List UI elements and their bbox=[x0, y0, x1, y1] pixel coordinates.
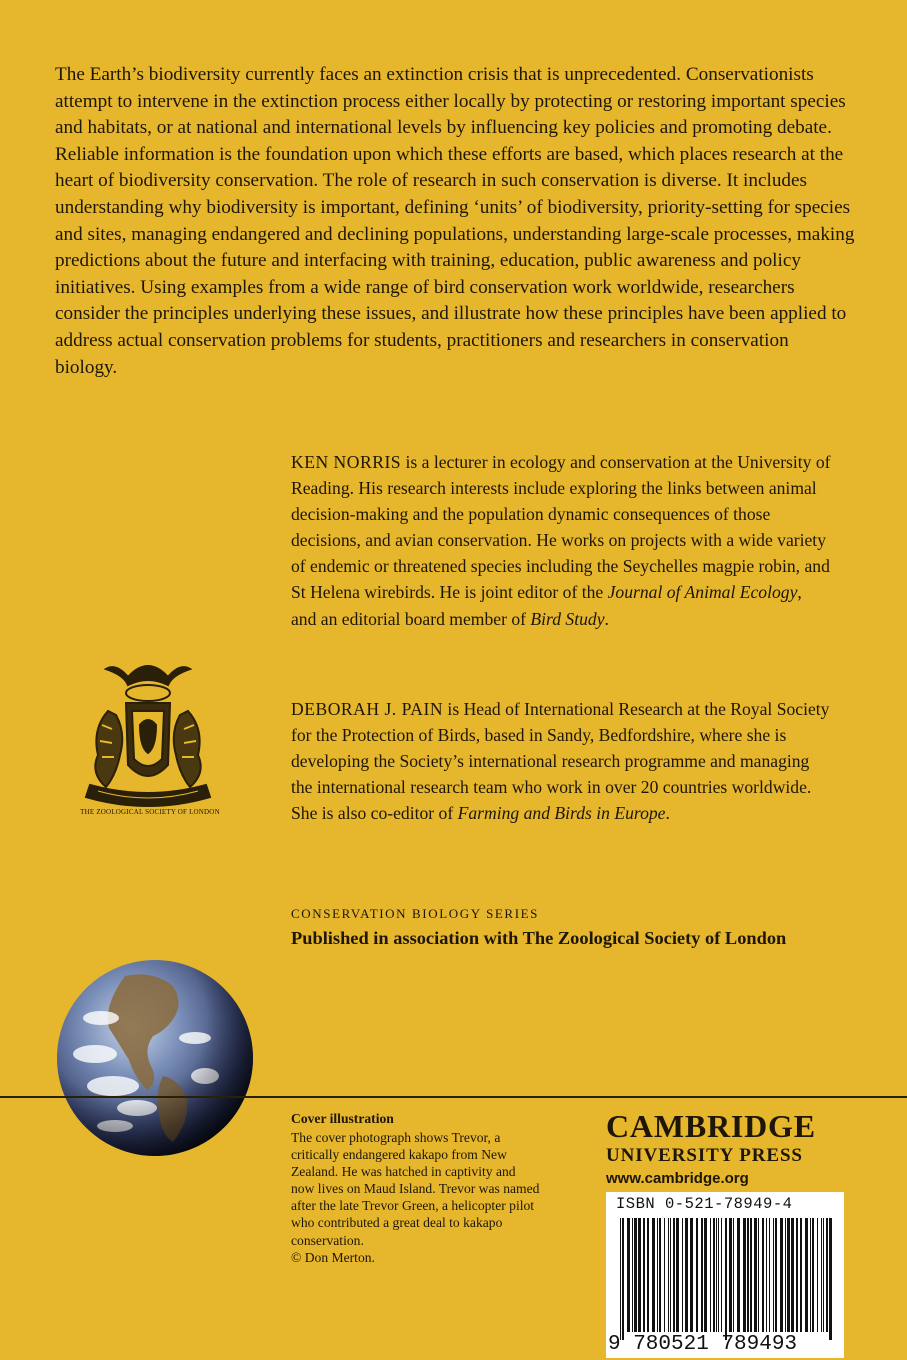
barcode-bar bbox=[743, 1218, 746, 1332]
author-bio-text: is a lecturer in ecology and conservation at the University of Reading. His research interests include exploring the links between animal decision-making and the population dynamic consequences of those decisions, and avian conservation. He works on projects with a wide variety of endemic or threatened species including the Seychelles magpie robin, and St Helena wirebirds. He is joint editor of the bbox=[291, 452, 831, 603]
barcode-bar bbox=[785, 1218, 786, 1332]
barcode-bar bbox=[812, 1218, 814, 1332]
isbn-text: ISBN 0-521-78949-4 bbox=[616, 1195, 793, 1213]
barcode-bar bbox=[643, 1218, 645, 1332]
barcode-bar bbox=[787, 1218, 790, 1332]
published-with: Published in association with The Zoological Society of London bbox=[291, 928, 787, 948]
barcode-bar bbox=[632, 1218, 633, 1332]
barcode-bar bbox=[659, 1218, 661, 1332]
barcode-bar bbox=[725, 1218, 727, 1340]
barcode-bar bbox=[647, 1218, 649, 1332]
barcode-bar bbox=[718, 1218, 719, 1332]
barcode-bar bbox=[657, 1218, 658, 1332]
earth-globe-icon bbox=[55, 958, 255, 1158]
author-name: KEN NORRIS bbox=[291, 452, 402, 472]
barcode-bar bbox=[664, 1218, 665, 1332]
crest-caption: THE ZOOLOGICAL SOCIETY OF LONDON bbox=[80, 808, 220, 816]
cover-illustration-text bbox=[291, 1129, 541, 1266]
barcode-bar bbox=[780, 1218, 783, 1332]
barcode-bar bbox=[673, 1218, 675, 1332]
barcode-bar bbox=[796, 1218, 798, 1332]
journal-title: Journal of Animal Ecology bbox=[607, 582, 798, 603]
barcode-bar bbox=[682, 1218, 683, 1332]
barcode-bar bbox=[701, 1218, 703, 1332]
author-bio-text: is Head of International Research at the Royal Society for the Protection of Birds, based in Sandy, Bedfordshire, where she is developing the Society’s international research programme and managing the international research team who work in over 20 countries worldwide. She is also co-editor of bbox=[291, 699, 830, 824]
author-bio-text: , and an editorial board member of bbox=[291, 582, 802, 629]
barcode-bar bbox=[805, 1218, 808, 1332]
barcode-bar bbox=[817, 1218, 818, 1332]
barcode-bar bbox=[821, 1218, 822, 1332]
barcode-bar bbox=[620, 1218, 621, 1340]
author-bio-pain bbox=[291, 696, 831, 826]
barcode-bar bbox=[773, 1218, 774, 1332]
zsl-crest-icon bbox=[68, 655, 228, 820]
barcode-bar bbox=[676, 1218, 679, 1332]
blurb-text: The Earth’s biodiversity currently faces an extinction crisis that is unprecedented. Conservationists attempt to intervene in the extinction process either locally by protecting or restoring important species and habitats, or at national and international levels by influencing key policies and promoting debate. Reliable information is the foundation upon which these efforts are based, which places research at the heart of biodiversity conservation. The role of research in such conservation is diverse. It includes understanding why biodiversity is important, defining ‘units’ of biodiversity, priority-setting for species and sites, managing endangered and declining populations, understanding large-scale processes, making predictions about the future and interfacing with training, education, public awareness and policy initiatives. Using examples from a wide range of bird conservation work worldwide, researchers consider the principles underlying these issues, and illustrate how these principles have been applied to address actual conservation problems for students, practitioners and researchers in conservation biology. bbox=[55, 64, 855, 378]
author-name: DEBORAH J. PAIN bbox=[291, 699, 444, 719]
barcode-bar bbox=[800, 1218, 802, 1332]
barcode-bar bbox=[634, 1218, 637, 1332]
barcode-bar bbox=[652, 1218, 655, 1332]
barcode-bar bbox=[710, 1218, 711, 1332]
barcode-bar bbox=[668, 1218, 669, 1332]
barcode-bar bbox=[829, 1218, 832, 1340]
blurb bbox=[55, 62, 855, 381]
barcode-bar bbox=[622, 1218, 624, 1340]
barcode-bar bbox=[670, 1218, 671, 1332]
barcode-bar bbox=[754, 1218, 757, 1332]
barcode-bar bbox=[758, 1218, 759, 1332]
barcode-bar bbox=[737, 1218, 740, 1332]
barcode-bar bbox=[750, 1218, 752, 1332]
publisher-press: UNIVERSITY PRESS bbox=[606, 1145, 803, 1166]
publisher-name: CAMBRIDGE bbox=[606, 1108, 816, 1144]
barcode-bar bbox=[769, 1218, 770, 1332]
barcode-bar bbox=[721, 1218, 722, 1332]
barcode-bar bbox=[696, 1218, 698, 1332]
book-title: Farming and Birds in Europe bbox=[457, 803, 666, 824]
publisher-url: www.cambridge.org bbox=[606, 1170, 749, 1187]
barcode-bar bbox=[762, 1218, 764, 1332]
author-bio-norris bbox=[291, 449, 831, 632]
photo-credit: © Don Merton. bbox=[291, 1249, 375, 1265]
barcode-bar bbox=[733, 1218, 734, 1332]
ean-number: 9 780521 789493 bbox=[608, 1333, 798, 1356]
barcode-bar bbox=[810, 1218, 811, 1332]
barcode-bar bbox=[713, 1218, 715, 1332]
author-bio-text: . bbox=[604, 608, 609, 629]
barcode-bar bbox=[716, 1218, 717, 1332]
cover-illustration-title: Cover illustration bbox=[291, 1111, 394, 1126]
series-label: CONSERVATION BIOLOGY SERIES bbox=[291, 906, 540, 921]
isbn-barcode bbox=[606, 1192, 844, 1358]
barcode-bar bbox=[791, 1218, 794, 1332]
journal-title: Bird Study bbox=[530, 608, 605, 629]
barcode-bar bbox=[704, 1218, 707, 1332]
barcode-bar bbox=[823, 1218, 824, 1332]
barcode-bar bbox=[826, 1218, 828, 1332]
horizontal-divider bbox=[0, 1096, 907, 1098]
barcode-bar bbox=[747, 1218, 749, 1332]
cover-description: The cover photograph shows Trevor, a critically endangered kakapo from New Zealand. He was hatched in captivity and now lives on Maud Island. Trevor was named after the late Trevor Green, a helicopter pilot who contributed a great deal to kakapo conservation. bbox=[291, 1130, 540, 1248]
barcode-bar bbox=[627, 1218, 630, 1332]
author-bio-text: . bbox=[665, 803, 670, 824]
barcode-bar bbox=[775, 1218, 777, 1332]
barcode-bar bbox=[690, 1218, 693, 1332]
barcode-bar bbox=[685, 1218, 688, 1332]
barcode-bar bbox=[638, 1218, 641, 1332]
barcode-bar bbox=[766, 1218, 767, 1332]
barcode-bar bbox=[729, 1218, 732, 1332]
